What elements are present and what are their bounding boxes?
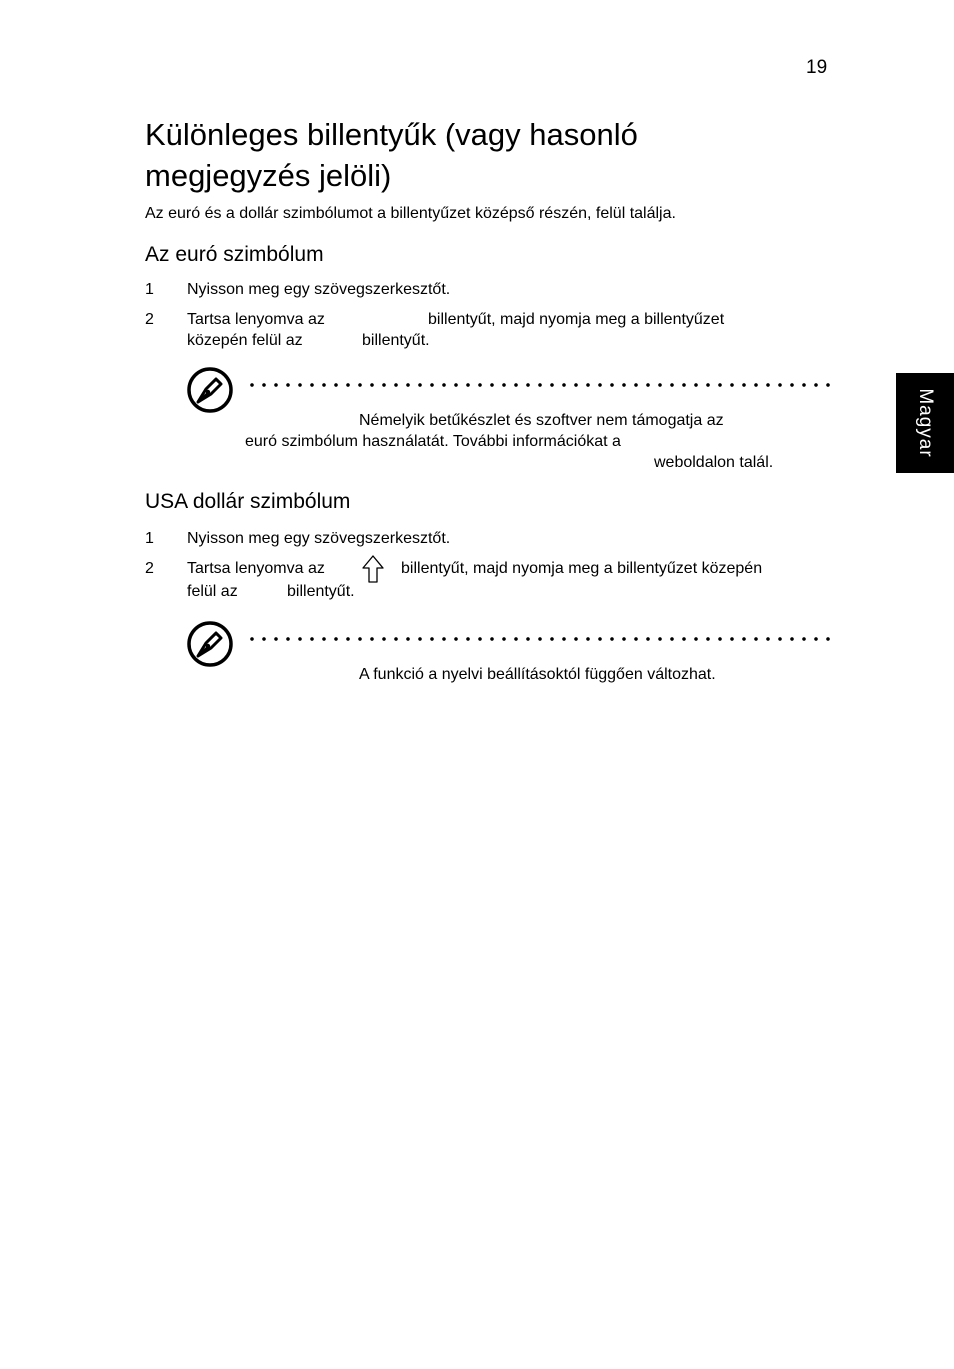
usd-step2-number: 2 (145, 560, 154, 577)
euro-note-line3: weboldalon talál. (654, 454, 774, 471)
shift-key-icon (362, 555, 384, 583)
euro-note-line2: euró szimbólum használatát. További információkat a (245, 433, 621, 450)
euro-step2-text-a: Tartsa lenyomva az (187, 311, 325, 328)
usd-note-line1: A funkció a nyelvi beállításoktól függően változhat. (359, 666, 716, 683)
page-title: Különleges billentyűk (vagy hasonló megjegyzés jelöli) (145, 117, 638, 193)
usd-step2-text-b: billentyűt, majd nyomja meg a billentyűzet közepén (401, 560, 763, 577)
usd-step1-text: Nyisson meg egy szövegszerkesztőt. (187, 530, 451, 547)
page-number: 19 (806, 57, 828, 78)
note-pen-icon (186, 620, 234, 668)
language-side-tab (896, 373, 954, 473)
usd-section-heading: USA dollár szimbólum (145, 490, 351, 513)
euro-section-heading: Az euró szimbólum (145, 243, 324, 266)
euro-step2-number: 2 (145, 311, 154, 328)
side-tab-label: Magyar (915, 388, 936, 458)
usd-step2-text-d: billentyűt. (287, 583, 355, 600)
usd-step1-number: 1 (145, 530, 154, 547)
note-divider-dots (246, 637, 830, 641)
euro-step2-text-c: közepén felül az (187, 332, 303, 349)
usd-step2-text-c: felül az (187, 583, 238, 600)
usd-step2-text-a: Tartsa lenyomva az (187, 560, 325, 577)
euro-step1-number: 1 (145, 281, 154, 298)
note-divider-dots (246, 383, 830, 387)
note-pen-icon (186, 366, 234, 414)
euro-note-line1: Némelyik betűkészlet és szoftver nem támogatja az (359, 412, 724, 429)
intro-paragraph: Az euró és a dollár szimbólumot a billentyűzet középső részén, felül találja. (145, 205, 676, 222)
euro-step2-text-b: billentyűt, majd nyomja meg a billentyűzet (428, 311, 725, 328)
euro-step2-text-d: billentyűt. (362, 332, 430, 349)
euro-step1-text: Nyisson meg egy szövegszerkesztőt. (187, 281, 451, 298)
